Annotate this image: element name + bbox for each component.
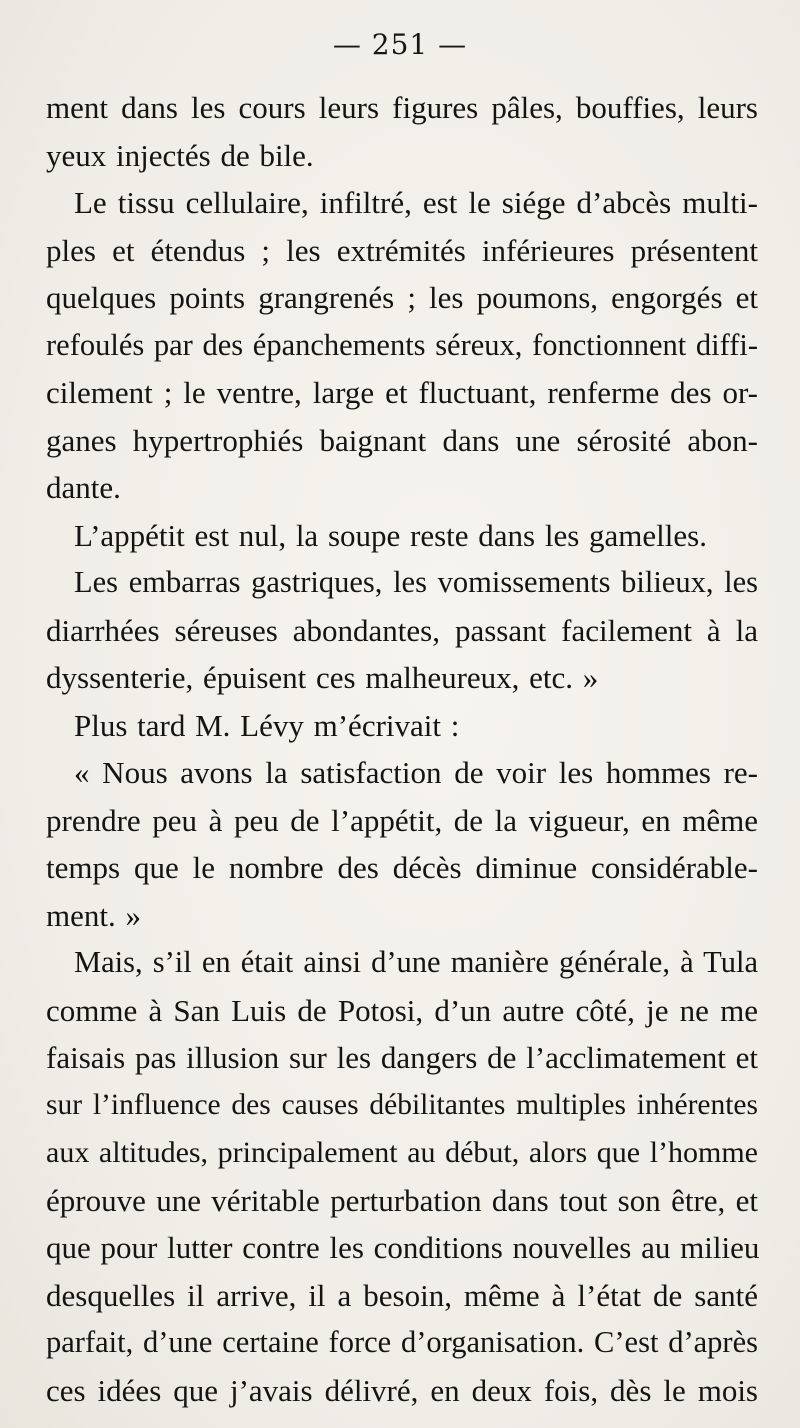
text-line: « Nous avons la satisfaction de voir les hommes re- (74, 755, 758, 790)
text-line: faisais pas illusion sur les dangers de l’acclimatement et (46, 1040, 758, 1075)
text-line: refoulés par des épanchements séreux, fonctionnent diffi- (46, 327, 758, 362)
text-line: ment. » (46, 897, 141, 933)
text-line: dyssenterie, épuisent ces malheureux, etc. » (46, 660, 599, 695)
text-line: ment dans les cours leurs figures pâles, bouffies, leurs (46, 90, 758, 125)
text-line: aux altitudes, principalement au début, alors que l’homme (46, 1136, 758, 1169)
text-line: Les embarras gastriques, les vomissements bilieux, les (74, 565, 758, 599)
text-line: desquelles il arrive, il a besoin, même à l’état de santé (46, 1277, 758, 1313)
text-line: Le tissu cellulaire, infiltré, est le siége d’abcès multi- (74, 185, 758, 220)
text-line: parfait, d’une certaine force d’organisation. C’est d’après (46, 1325, 758, 1359)
text-line: ces idées que j’avais délivré, en deux fois, dès le mois (46, 1372, 758, 1408)
text-line: sur l’influence des causes débilitantes multiples inhérentes (46, 1088, 758, 1121)
text-line: dante. (46, 470, 121, 505)
text-line: comme à San Luis de Potosi, d’un autre côté, je ne me (46, 992, 758, 1028)
body-text (46, 84, 758, 1414)
text-line: Plus tard M. Lévy m’écrivait : (74, 707, 460, 743)
text-line: cilement ; le ventre, large et fluctuant, renferme des or- (46, 375, 758, 410)
text-line: ganes hypertrophiés baignant dans une sérosité abon- (46, 422, 758, 458)
text-line: que pour lutter contre les conditions nouvelles au milieu (46, 1230, 760, 1265)
text-line: Mais, s’il en était ainsi d’une manière générale, à Tula (74, 945, 758, 979)
text-line: yeux injectés de bile. (46, 137, 314, 173)
text-line: diarrhées séreuses abondantes, passant facilement à la (46, 612, 758, 648)
text-line: temps que le nombre des décès diminue considérable- (46, 850, 758, 885)
text-line: éprouve une véritable perturbation dans tout son être, et (46, 1182, 758, 1218)
text-line: L’appétit est nul, la soupe reste dans les gamelles. (74, 517, 707, 553)
page-number: — 251 — (332, 28, 468, 61)
text-line: prendre peu à peu de l’appétit, de la vigueur, en même (46, 802, 758, 838)
text-line: ples et étendus ; les extrémités inférieures présentent (46, 232, 758, 268)
text-line: quelques points grangrenés ; les poumons, engorgés et (46, 280, 758, 315)
